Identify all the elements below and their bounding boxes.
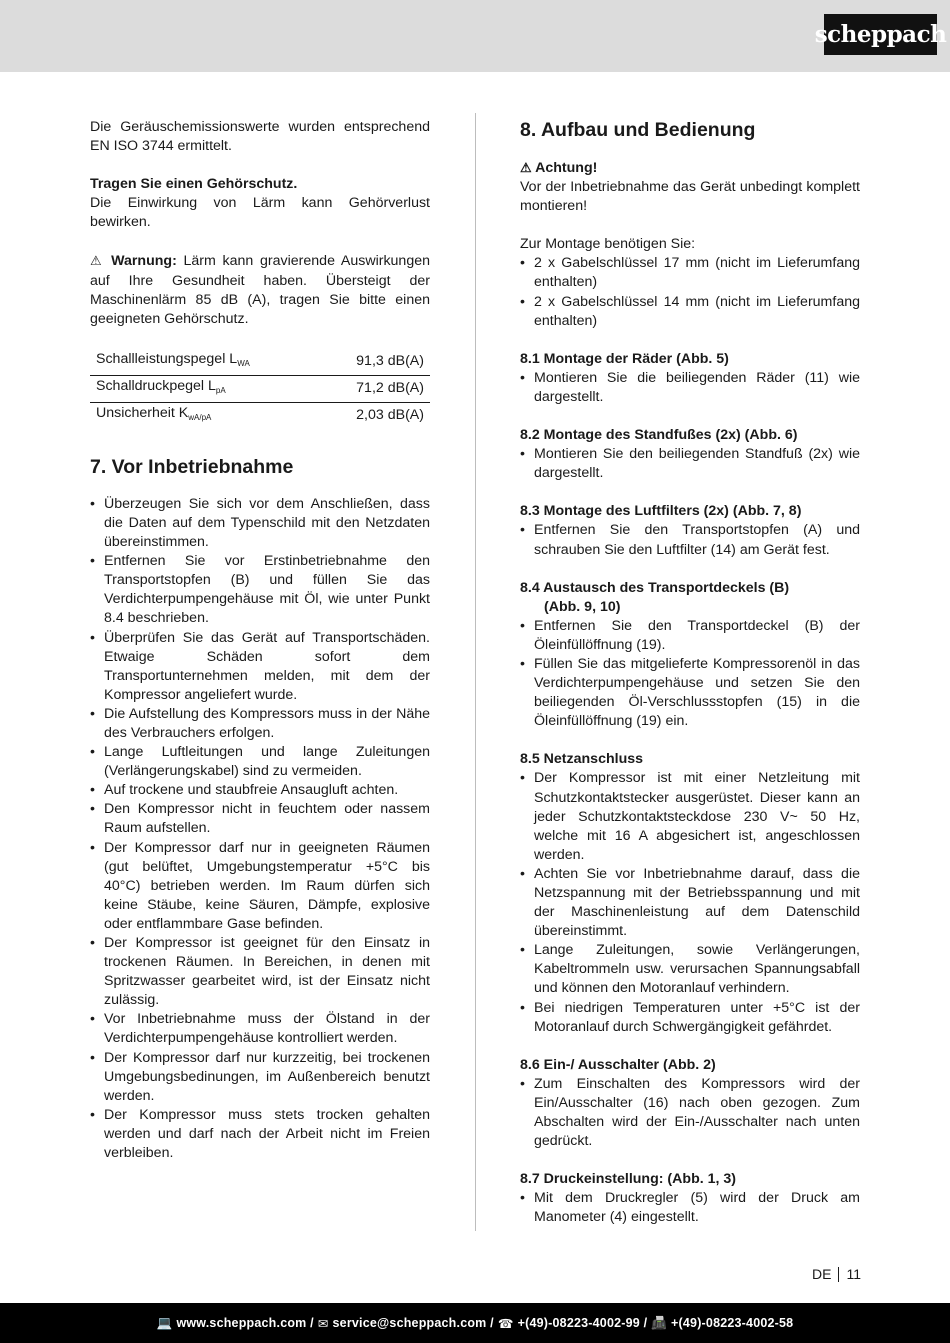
column-divider bbox=[475, 113, 476, 1231]
list-item: • Lange Zuleitungen, sowie Verlängerungen, Kabeltrommeln usw. verursachen Spannungsabfall und können den Motoranlauf verhindern. bbox=[520, 941, 860, 998]
noise-values-paragraph: Die Geräuschemissionswerte wurden entsprechend EN ISO 3744 ermittelt. bbox=[90, 119, 430, 155]
spec-label: Unsicherheit K bbox=[96, 404, 189, 421]
spec-label: Schallleistungspegel L bbox=[96, 350, 238, 367]
section-8-4 bbox=[520, 579, 860, 732]
section-8-2 bbox=[520, 426, 860, 483]
footer-phone: +(49)-08223-4002-99 / bbox=[517, 1316, 648, 1330]
section-8-3-title: 8.3 Montage des Luftfilters (2x) (Abb. 7, 8) bbox=[520, 503, 802, 520]
section-7-list bbox=[90, 495, 430, 1163]
list-item: • Montieren Sie den beiliegenden Standfuß (2x) wie dargestellt. bbox=[520, 445, 860, 483]
table-row bbox=[90, 349, 430, 376]
section-8-1-title: 8.1 Montage der Räder (Abb. 5) bbox=[520, 350, 729, 367]
warning-triangle-icon: ⚠ bbox=[520, 160, 532, 175]
list-item: • Entfernen Sie vor Erstinbetriebnahme den Transportstopfen (B) und füllen Sie das Verdichterpumpengehäuse mit Öl, wie unter Punkt 8.4 beschrieben. bbox=[90, 552, 430, 628]
list-item: • Füllen Sie das mitgelieferte Kompressorenöl in das Verdichterpumpengehäuse und setzen Sie den beiliegenden Öl-Verschlussstopfen (15) in die Öleinfüllöffnung (19) ein. bbox=[520, 655, 860, 731]
list-item: • Lange Luftleitungen und lange Zuleitungen (Verlängerungskabel) sind zu vermeiden. bbox=[90, 743, 430, 781]
list-item: • Der Kompressor darf nur kurzzeitig, bei trockenen Umgebungsbedinungen, im Außenbereich benutzt werden. bbox=[90, 1049, 430, 1106]
list-item: • Den Kompressor nicht in feuchtem oder nassem Raum aufstellen. bbox=[90, 800, 430, 838]
section-8-5 bbox=[520, 750, 860, 1036]
warning-paragraph bbox=[90, 251, 430, 328]
list-item: • Entfernen Sie den Transportdeckel (B) der Öleinfüllöffnung (19). bbox=[520, 617, 860, 655]
warning-text: Lärm kann gravierende Auswirkungen auf Ihre Gesundheit haben. Übersteigt der Maschinenlärm 85 dB (A), tragen Sie bitte einen geeigneten Gehörschutz. bbox=[90, 253, 430, 327]
noise-spec-table bbox=[90, 349, 430, 429]
section-8-6-title: 8.6 Ein-/ Ausschalter (Abb. 2) bbox=[520, 1056, 716, 1073]
spec-subscript: WA bbox=[237, 358, 250, 368]
footer-bar bbox=[0, 1303, 950, 1343]
page-number-divider bbox=[838, 1267, 839, 1282]
section-8-4-title: 8.4 Austausch des Transportdeckels (B) bbox=[520, 579, 790, 596]
page-number bbox=[812, 1266, 861, 1282]
spec-subscript: pA bbox=[215, 385, 226, 395]
spec-value: 2,03 dB(A) bbox=[356, 406, 424, 423]
list-item: • 2 x Gabelschlüssel 14 mm (nicht im Lieferumfang enthalten) bbox=[520, 293, 860, 331]
phone-icon: ☎ bbox=[497, 1316, 514, 1331]
list-item: • Der Kompressor ist mit einer Netzleitung mit Schutzkontaktstecker ausgerüstet. Dieser kann an jeder Schutzkontaktsteckdose 230 V~ 50 Hz, welche mit 16 A abgesichert ist, angeschlossen werden. bbox=[520, 769, 860, 864]
left-column bbox=[90, 118, 430, 1163]
page-lang: DE bbox=[812, 1266, 832, 1282]
spec-label: Schalldruckpegel L bbox=[96, 377, 216, 394]
section-8-1 bbox=[520, 350, 860, 407]
table-row bbox=[90, 402, 430, 429]
hearing-loss-paragraph: Die Einwirkung von Lärm kann Gehörverlust bewirken. bbox=[90, 195, 430, 231]
fax-icon: 📠 bbox=[651, 1315, 668, 1330]
list-item: • Zum Einschalten des Kompressors wird der Ein/Ausschalter (16) nach oben gezogen. Zum Abschalten wird der Ein-/Ausschalter nach unten gedrückt. bbox=[520, 1075, 860, 1151]
section-8-6 bbox=[520, 1056, 860, 1151]
tools-intro: Zur Montage benötigen Sie: bbox=[520, 236, 696, 253]
spec-subscript: wA/pA bbox=[188, 412, 212, 422]
header-band bbox=[0, 0, 950, 72]
list-item: • Entfernen Sie den Transportstopfen (A) und schrauben Sie den Luftfilter (14) am Gerät fest. bbox=[520, 521, 860, 559]
list-item: • Achten Sie vor Inbetriebnahme darauf, dass die Netzspannung mit der Betriebsspannung und mit der Maschinenleistung auf dem Datenschild übereinstimmt. bbox=[520, 865, 860, 941]
hearing-protection-heading: Tragen Sie einen Gehörschutz. bbox=[90, 176, 298, 193]
page-number-value: 11 bbox=[846, 1266, 861, 1282]
list-item: • Der Kompressor muss stets trocken gehalten werden und darf nach der Arbeit nicht im Freien verbleiben. bbox=[90, 1106, 430, 1163]
section-8-7 bbox=[520, 1170, 860, 1227]
attention-text: Vor der Inbetriebnahme das Gerät unbedingt komplett montieren! bbox=[520, 179, 860, 215]
section-8-title: 8. Aufbau und Bedienung bbox=[520, 119, 756, 141]
footer-email[interactable]: service@scheppach.com / bbox=[332, 1316, 494, 1330]
list-item: • Vor Inbetriebnahme muss der Ölstand in der Verdichterpumpengehäuse kontrolliert werden. bbox=[90, 1010, 430, 1048]
scheppach-logo: scheppach bbox=[824, 14, 937, 55]
table-row bbox=[90, 375, 430, 402]
section-8-2-title: 8.2 Montage des Standfußes (2x) (Abb. 6) bbox=[520, 427, 798, 444]
section-8-7-title: 8.7 Druckeinstellung: (Abb. 1, 3) bbox=[520, 1171, 737, 1188]
list-item: • Auf trockene und staubfreie Ansaugluft achten. bbox=[90, 781, 430, 800]
mail-icon: ✉ bbox=[317, 1316, 329, 1331]
spec-value: 71,2 dB(A) bbox=[317, 375, 430, 402]
list-item: • Überzeugen Sie sich vor dem Anschließen, dass die Daten auf dem Typenschild mit den Netzdaten übereinstimmen. bbox=[90, 495, 430, 552]
section-8-3 bbox=[520, 502, 860, 559]
warning-label: Warnung: bbox=[111, 253, 177, 270]
right-column bbox=[520, 118, 860, 1228]
list-item: • Mit dem Druckregler (5) wird der Druck am Manometer (4) eingestellt. bbox=[520, 1189, 860, 1227]
list-item: • 2 x Gabelschlüssel 17 mm (nicht im Lieferumfang enthalten) bbox=[520, 254, 860, 292]
laptop-icon: 💻 bbox=[156, 1315, 173, 1330]
section-7-title: 7. Vor Inbetriebnahme bbox=[90, 455, 294, 478]
footer-website[interactable]: www.scheppach.com / bbox=[176, 1316, 314, 1330]
warning-triangle-icon: ⚠ bbox=[90, 253, 105, 269]
list-item: • Überprüfen Sie das Gerät auf Transportschäden. Etwaige Schäden sofort dem Transportunternehmen melden, mit dem der Kompressor angeliefert wurde. bbox=[90, 629, 430, 705]
list-item: • Die Aufstellung des Kompressors muss in der Nähe des Verbrauchers erfolgen. bbox=[90, 705, 430, 743]
attention-label: Achtung! bbox=[535, 160, 598, 176]
attention-heading bbox=[520, 158, 860, 178]
tools-list bbox=[520, 254, 860, 330]
list-item: • Bei niedrigen Temperaturen unter +5°C ist der Motoranlauf durch Schwergängigkeit gefährdet. bbox=[520, 999, 860, 1037]
section-8-5-title: 8.5 Netzanschluss bbox=[520, 751, 644, 768]
list-item: • Der Kompressor darf nur in geeigneten Räumen (gut belüftet, Umgebungstemperatur +5°C bis 40°C) betrieben werden. Im Raum dürfen sich keine Stäube, keine Säuren, Dämpfe, explosive oder entflammbare Gase befinden. bbox=[90, 839, 430, 934]
spec-value: 91,3 dB(A) bbox=[317, 349, 430, 376]
list-item: • Montieren Sie die beiliegenden Räder (11) wie dargestellt. bbox=[520, 369, 860, 407]
footer-fax: +(49)-08223-4002-58 bbox=[671, 1316, 794, 1330]
section-8-4-subtitle: (Abb. 9, 10) bbox=[544, 598, 621, 615]
list-item: • Der Kompressor ist geeignet für den Einsatz in trockenen Räumen. In Bereichen, in denen mit Spritzwasser gearbeitet wird, ist der Einsatz nicht zulässig. bbox=[90, 934, 430, 1010]
